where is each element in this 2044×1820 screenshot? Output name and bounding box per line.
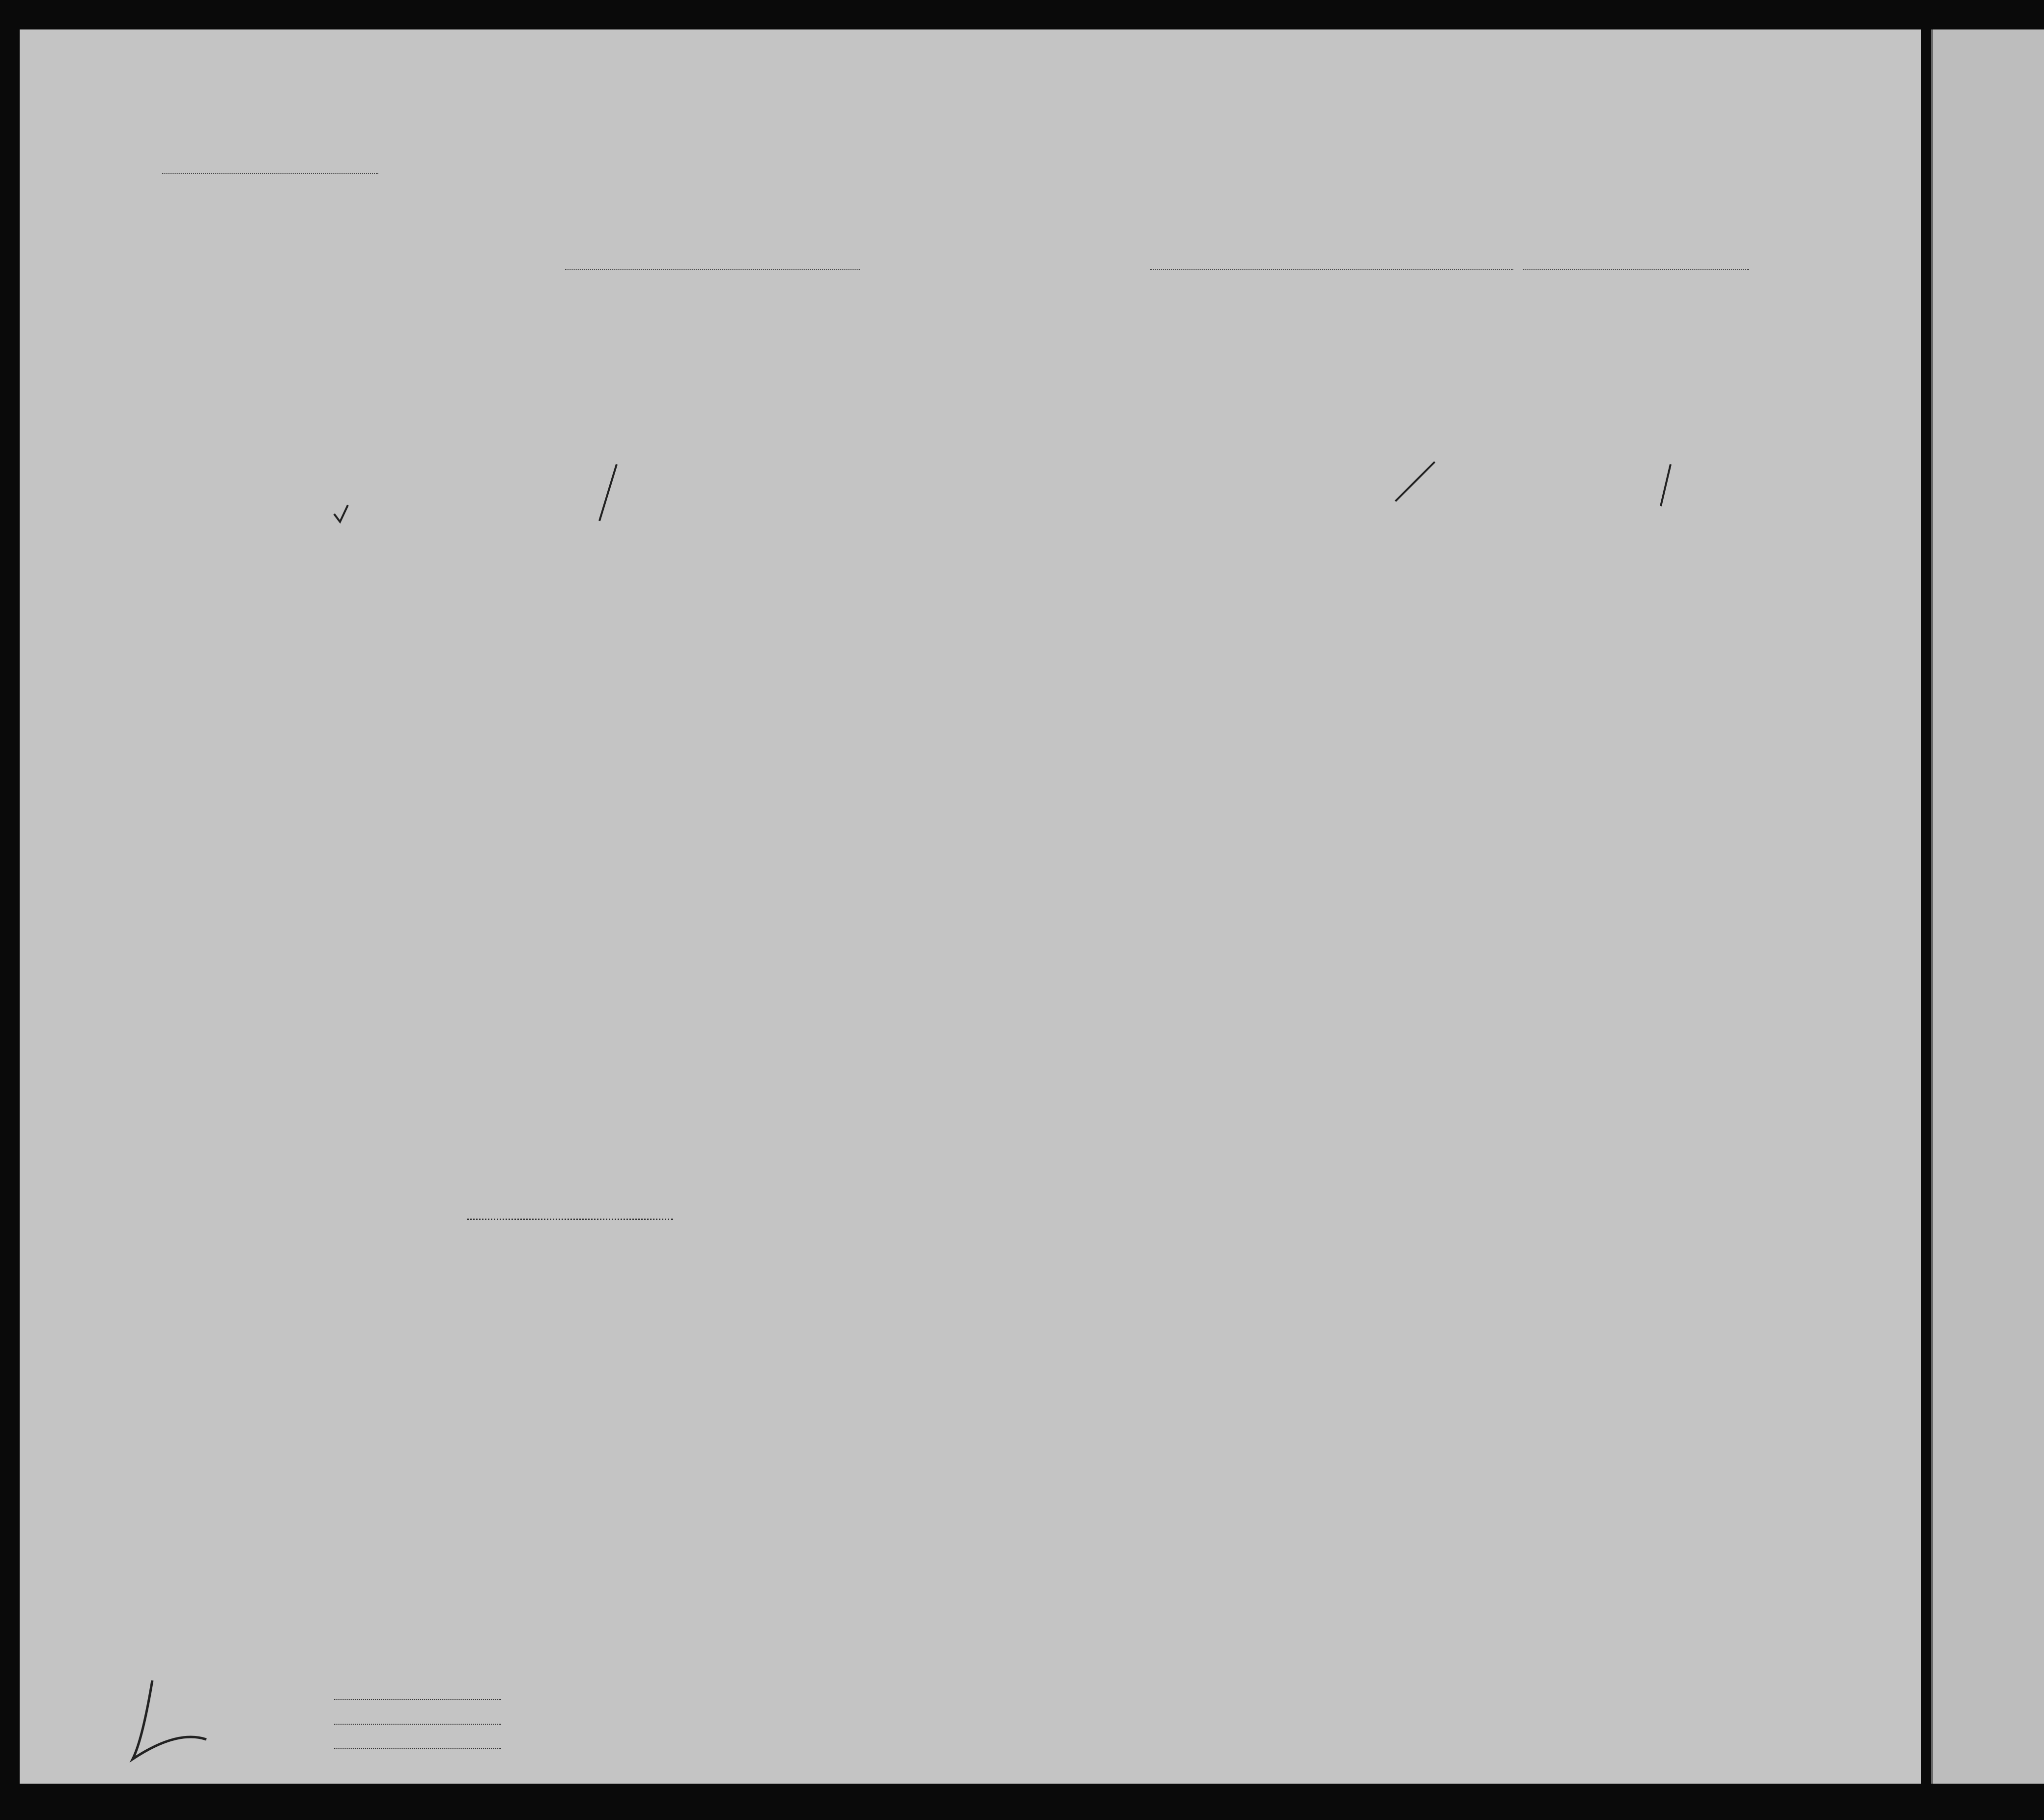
- total-passengers-line: [334, 1699, 501, 1700]
- manifest-sheet: [20, 29, 1921, 1784]
- purser-underline: [467, 1219, 673, 1220]
- check-mark-icon: [334, 505, 348, 522]
- aliens-line: [334, 1748, 501, 1749]
- tick-stroke-icon: [599, 464, 617, 521]
- us-citizens-line: [334, 1724, 501, 1725]
- margin-check-icon: [133, 1680, 206, 1759]
- next-page-grid: [1933, 29, 2044, 1784]
- verify-stroke-icon: [1661, 464, 1671, 506]
- handwritten-strokes: [20, 29, 1921, 1784]
- issued-stroke-icon: [1395, 462, 1435, 501]
- next-page-edge: [1931, 29, 2044, 1784]
